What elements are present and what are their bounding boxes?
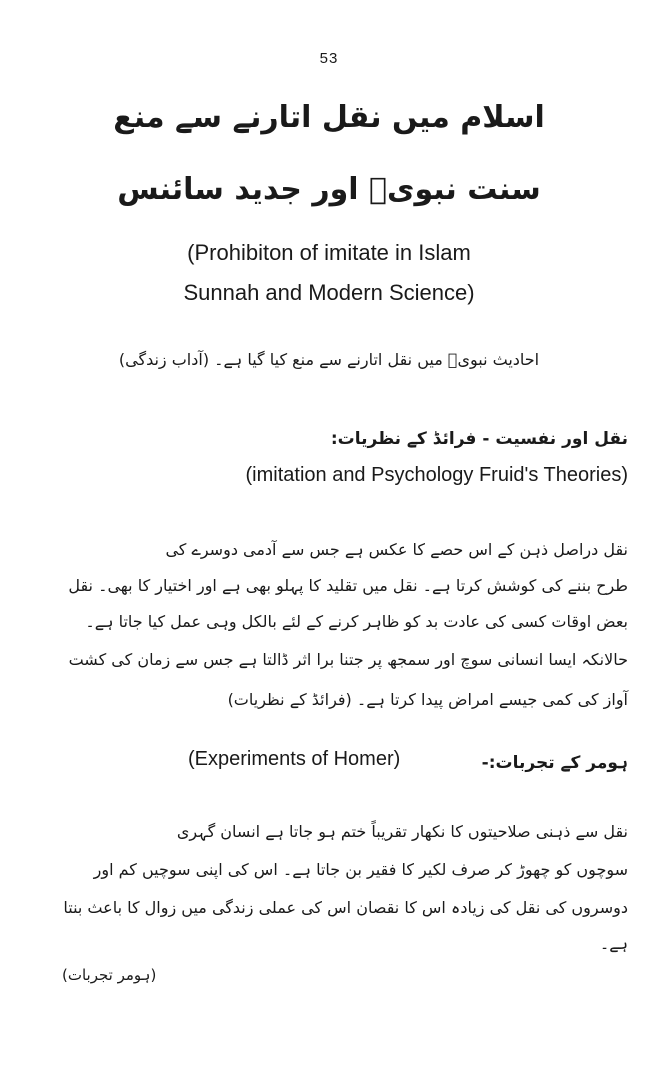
section1-paragraph-line: نقل دراصل ذہن کے اس حصے کا عکس ہے جس سے آدمی دوسرے کی	[165, 540, 628, 559]
section2-paragraph-line: ہے۔	[599, 934, 628, 953]
section1-paragraph-line: بعض اوقات کسی کی عادت بد کو ظاہر کرنے کے لئے بالکل وہی عمل کیا جاتا ہے۔	[85, 612, 628, 631]
section2-citation: (ہومر تجربات)	[62, 966, 157, 984]
section2-heading-english: (Experiments of Homer)	[188, 748, 401, 770]
section2-heading-urdu: ہومر کے تجربات:-	[481, 753, 628, 773]
page-number: 53	[319, 50, 339, 67]
section1-paragraph-line: طرح بننے کی کوشش کرتا ہے۔ نقل میں تقلید کا پہلو بھی ہے اور اختیار کا بھی۔ نقل	[68, 576, 628, 595]
title-urdu-line-1: اسلام میں نقل اتارنے سے منع	[113, 100, 545, 135]
section1-paragraph-line: حالانکہ ایسا انسانی سوچ اور سمجھ پر جتنا برا اثر ڈالتا ہے جس سے زمان کی کشت	[68, 650, 628, 669]
title-english-line-1: (Prohibiton of imitate in Islam	[187, 240, 471, 265]
section2-paragraph-line: دوسروں کی نقل کی زیادہ اس کا نقصان اس کی عملی زندگی میں زوال کا باعث بنتا	[63, 898, 628, 917]
section1-heading-urdu: نقل اور نفسیت - فرائڈ کے نظریات:	[330, 429, 628, 449]
hadith-line: احادیث نبویؐ میں نقل اتارنے سے منع کیا گیا ہے۔ (آداب زندگی)	[118, 350, 540, 369]
title-urdu-line-2: سنت نبویؐ اور جدید سائنس	[117, 172, 541, 207]
section1-paragraph-line: آواز کی کمی جیسے امراض پیدا کرتا ہے۔ (فرائڈ کے نظریات)	[227, 690, 628, 709]
section2-paragraph-line: سوچوں کو چھوڑ کر صرف لکیر کا فقیر بن جاتا ہے۔ اس کی اپنی سوچیں کم اور	[93, 860, 628, 879]
section1-heading-english: (imitation and Psychology Fruid's Theories)	[245, 464, 628, 486]
section2-paragraph-line: نقل سے ذہنی صلاحیتوں کا نکھار تقریباً ختم ہو جاتا ہے انسان گہری	[176, 822, 628, 841]
title-english-line-2: Sunnah and Modern Science)	[183, 280, 475, 305]
